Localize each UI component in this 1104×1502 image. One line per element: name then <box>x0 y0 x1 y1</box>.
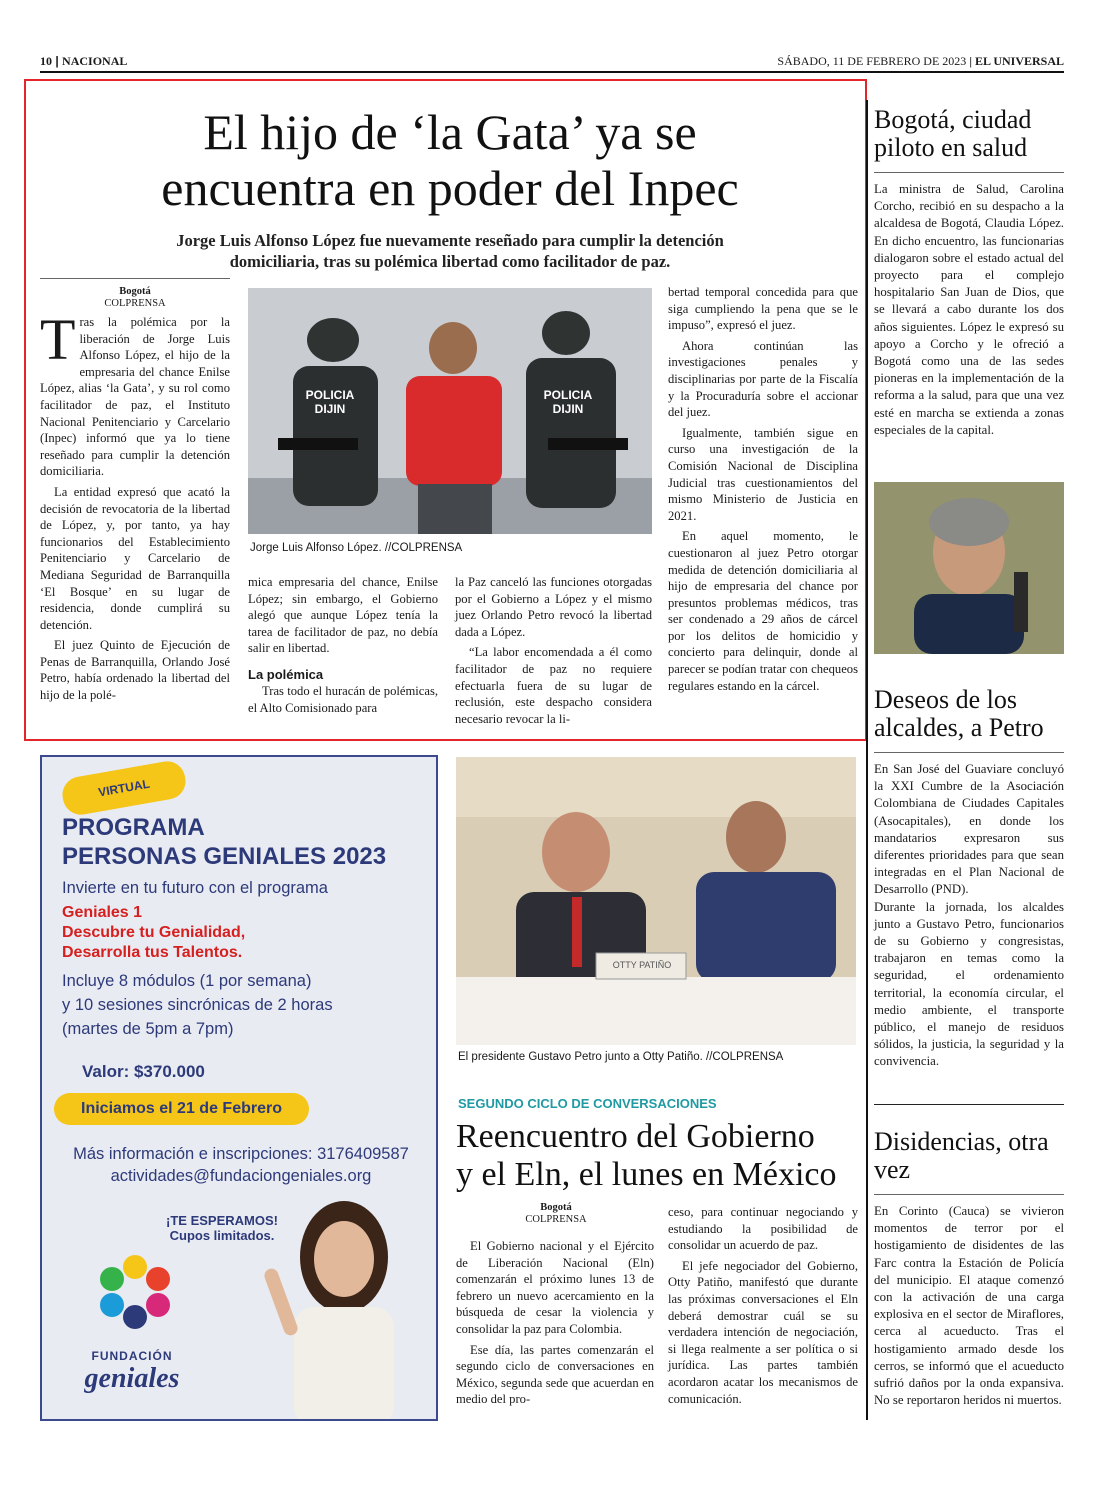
fundacion-geniales-ad[interactable] <box>40 755 438 1421</box>
sidebar-title-health: Bogotá, ciudad piloto en salud <box>874 105 1032 162</box>
page-header: 10 | NACIONAL SÁBADO, 11 DE FEBRERO DE 2023 | EL UNIVERSAL <box>40 54 1064 68</box>
main-photo-caption: Jorge Luis Alfonso López. //COLPRENSA <box>250 542 463 554</box>
paragraph: mica empresaria del chance, Enilse López; sin embargo, el Gobierno alegó que aunque López tenía la tarea de facilitador de paz, no debía salir en libertad. <box>248 575 438 656</box>
paragraph: El Gobierno nacional y el Ejército de Liberación Nacional (Eln) comenzarán el próximo lunes 13 de febrero un nuevo acercamiento en la búsqueda de cesar la violencia y consolidar la paz para Colombia. <box>456 1239 654 1336</box>
vest-label-right: POLICIA DIJIN <box>543 388 593 416</box>
name-placard: OTTY PATIÑO <box>612 960 672 970</box>
paragraph: Ese día, las partes comenzarán el segundo ciclo de conversaciones en México, segunda sede que acuerdan en medio del pro- <box>456 1342 654 1407</box>
sidebar-title-mayors: Deseos de los alcaldes, a Petro <box>874 685 1044 742</box>
header-date: SÁBADO, 11 DE FEBRERO DE 2023 <box>777 54 967 68</box>
ad-program: Geniales 1 Descubre tu Genialidad, Desarrolla tus Talentos. <box>62 904 246 961</box>
sidebar-title-dissidents: Disidencias, otra vez <box>874 1127 1049 1184</box>
paragraph: bertad temporal concedida para que siga cumpliendo la pena que se le impuso”, expresó el juez. <box>668 285 858 333</box>
second-byline: Bogotá COLPRENSA <box>525 1202 587 1225</box>
header-right: SÁBADO, 11 DE FEBRERO DE 2023 | EL UNIVERSAL <box>777 54 1064 68</box>
second-col-2 <box>668 1204 858 1407</box>
main-col-2 <box>248 574 438 716</box>
sidebar-rule <box>874 752 1064 753</box>
ad-contact <box>52 1143 430 1187</box>
main-col-4 <box>668 284 858 694</box>
paragraph: Ahora continúan las investigaciones penales y disciplinarias por parte de la Fiscalía y la Procuraduría sobre el accionar del juez. <box>668 338 858 420</box>
sidebar-text-mayors-1: En San José del Guaviare concluyó la XXI Cumbre de la Asociación Colombiana de Ciudades Capitales (Asocapitales), en donde los mandatarios expresaron sus diferentes prioridades para que sean integradas en el Plan Nacional de Desarrollo (PND). <box>874 762 1064 897</box>
main-col-1 <box>40 307 230 704</box>
claudia-lopez-photo <box>874 482 1064 654</box>
ad-price: Valor: $370.000 <box>82 1062 205 1081</box>
main-col-3 <box>455 574 652 727</box>
second-headline: Reencuentro del Gobierno y el Eln, el lunes en México <box>456 1118 837 1193</box>
second-kicker: SEGUNDO CICLO DE CONVERSACIONES <box>458 1096 717 1111</box>
dek-line-2: domiciliaria, tras su polémica libertad como facilitador de paz. <box>229 252 671 271</box>
ad-logo-text-1: FUNDACIÓN <box>91 1349 173 1363</box>
sidebar-rule <box>874 172 1064 173</box>
paragraph: En aquel momento, le cuestionaron al juez Petro otorgar medida de detención domiciliaria al hijo de empresaria del chance por presuntos problemas médicos, tras ser condenado a 29 años de cárcel por los delitos de homicidio y concierto para delinquir, donde al parecer se podían tratar con chequeos regulares estando en la cárcel. <box>668 529 858 693</box>
paragraph: Igualmente, también sigue en curso una investigación de la Comisión Nacional de Disciplina Judicial tras cuestionamientos del mismo Ministerio de Justicia en 2021. <box>668 425 858 523</box>
main-headline <box>40 104 860 216</box>
ad-email[interactable]: actividades@fundaciongeniales.org <box>110 1167 372 1185</box>
drop-cap: T <box>40 307 76 372</box>
fundacion-geniales-logo-icon <box>90 1247 180 1337</box>
paragraph: “La labor encomendada a él como facilitador de paz no requiere efectuarla fuera de su lugar de reclusión, este despacho considera necesario revocar la li- <box>455 645 652 726</box>
ad-logo-text-2: geniales <box>84 1363 180 1394</box>
ad-cta: ¡TE ESPERAMOS! Cupos limitados. <box>166 1213 278 1243</box>
sidebar-separator <box>874 1104 1064 1105</box>
headline-line-2: encuentra en poder del Inpec <box>161 160 739 216</box>
meeting-image <box>456 757 856 1045</box>
subhead: La polémica <box>248 666 324 682</box>
sidebar-section-2 <box>874 686 1064 1071</box>
headline-line-1: El hijo de ‘la Gata’ ya se <box>203 104 697 160</box>
portrait-image <box>874 482 1064 654</box>
sidebar <box>874 106 1064 439</box>
paragraph: la Paz canceló las funciones otorgadas por el Gobierno a López y el mismo juez Orlando Petro revocó la libertad dada a López. <box>455 575 652 639</box>
smiling-woman-image <box>264 1187 424 1421</box>
sidebar-divider <box>866 100 868 1420</box>
sidebar-text-health: La ministra de Salud, Carolina Corcho, recibió en su despacho a la alcaldesa de Bogotá, Claudia López. En dicho encuentro, las funcionarias dialogaron sobre el estado actual del proyecto para el complejo hospitalario San Juan de Dios, que se llevará a cabo durante los dos años siguientes. López le expresó su apoyo a Corcho y le ofreció a Bogotá como una de las sedes pioneras en la implementación de la reforma a la salud, para que una vez esté en marcha se extienda a zonas especiales de la capital. <box>874 182 1064 437</box>
sidebar-text-mayors-2: Durante la jornada, los alcaldes junto a Gustavo Petro, funcionarios de su Gobierno y congresistas, trabajaron en temas como la seguridad, el ordenamiento territorial, la economía circular, el medio ambiente, el transporte público, el manejo de residuos sólidos, la justicia, la seguridad y la convivencia. <box>874 899 1064 1069</box>
sidebar-text-dissidents: En Corinto (Cauca) se vivieron momentos de terror por el hostigamiento de disidentes de las Farc contra la Estación de Policía del municipio. El ataque comenzó con la activación de una carga explosiva en el sector de Miraflores, cerca al acueducto. Tras el hostigamiento armado desde los cerros, se informó que el acueducto sufrió daños por la onda expansiva. No se reportaron heridos ni muertos. <box>874 1204 1064 1408</box>
second-col-1 <box>456 1238 654 1408</box>
newspaper-name: EL UNIVERSAL <box>974 54 1064 68</box>
paragraph: El jefe negociador del Gobierno, Otty Patiño, manifestó que durante las próximas conversaciones el Eln deberá demostrar cuál se su verdadera intención de negociación, si llega realmente a ser política o si jurídica. Las partes también acordaron acatar los mecanismos de comunicación. <box>668 1258 858 1406</box>
main-dek <box>40 230 860 272</box>
paragraph: El juez Quinto de Ejecución de Penas de Barranquilla, Orlando José Petro, había ordenado la libertad del hijo de la polé- <box>40 638 230 703</box>
dek-line-1: Jorge Luis Alfonso López fue nuevamente reseñado para cumplir la detención <box>176 231 724 250</box>
page-number: 10 <box>40 54 52 68</box>
petro-patino-photo <box>456 757 856 1045</box>
ad-includes: Incluye 8 módulos (1 por semana) y 10 sesiones sincrónicas de 2 horas (martes de 5pm a 7pm) <box>62 972 333 1038</box>
ad-badge-virtual: VIRTUAL <box>60 759 189 818</box>
section-name: NACIONAL <box>62 54 128 68</box>
paragraph: Tras la polémica por la liberación de Jorge Luis Alfonso López, el hijo de la empresaria del chance Enilse López, alias ‘la Gata’, y su rol como facilitador de paz, el Instituto Nacional Penitenciario y Carcelario (Inpec) informó que ya lo tiene reseñado para cumplir la detención domiciliaria. <box>40 307 230 479</box>
paragraph: ceso, para continuar negociando y estudiando la posibilidad de consolidar un acuerdo de paz. <box>668 1205 858 1253</box>
second-photo-caption: El presidente Gustavo Petro junto a Otty Patiño. //COLPRENSA <box>458 1051 784 1063</box>
byline-rule <box>40 278 230 279</box>
paragraph: Tras todo el huracán de polémicas, el Alto Comisionado para <box>248 683 438 715</box>
vest-label-left: POLICIA DIJIN <box>305 388 355 416</box>
ad-intro: Invierte en tu futuro con el programa <box>62 879 328 897</box>
sidebar-section-3 <box>874 1128 1064 1409</box>
ad-phone: Más información e inscripciones: 3176409587 <box>73 1145 409 1163</box>
paragraph: La entidad expresó que acató la decisión de revocatoria de la libertad de López, y, por tanto, ya hay funcionarios del Establecimiento Penitenciario y Carcelario de Mediana Seguridad de Barranquilla ‘El Bosque’ en su lugar de residencia, donde cumplirá su detención. <box>40 484 230 632</box>
ad-title: PROGRAMA PERSONAS GENIALES 2023 <box>62 814 387 870</box>
main-photo <box>248 288 652 534</box>
ad-start-date: Iniciamos el 21 de Febrero <box>54 1093 309 1125</box>
sidebar-rule <box>874 1194 1064 1195</box>
header-rule <box>40 71 1064 73</box>
byline-city: Bogotá <box>119 286 151 297</box>
byline-agency: COLPRENSA <box>104 298 166 309</box>
